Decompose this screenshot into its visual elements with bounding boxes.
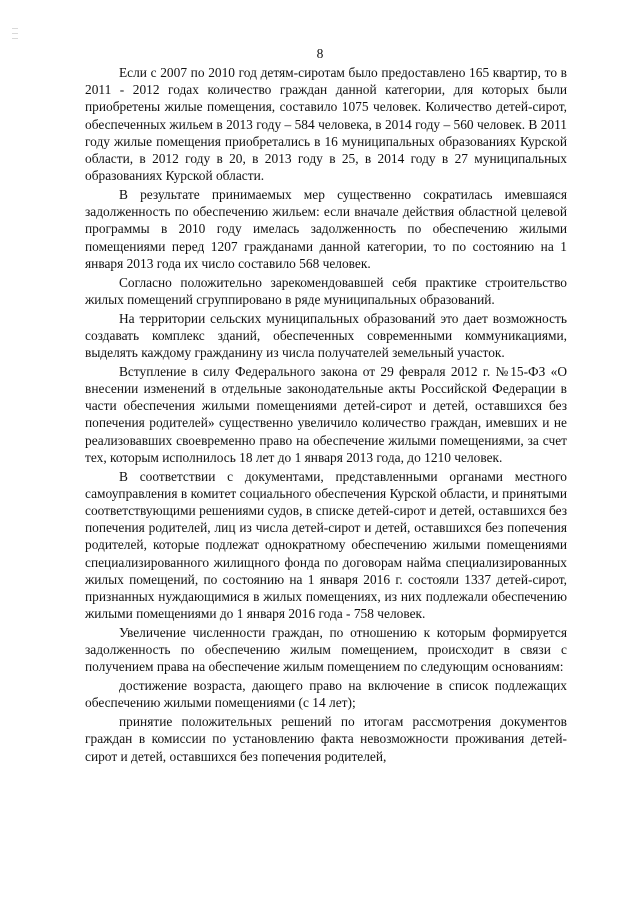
paragraph-6: В соответствии с документами, представленными органами местного самоуправления в комитет социального обеспечения Курской области, и принятыми соответствующими решениями судов, в списке детей-сирот и детей, оставшихся без попечения родителей, лиц из числа детей-сирот и детей, оставшихся без попечения родителей, которые подлежат однократному обеспечению жилыми помещениями специализированного жилищного фонда по договорам найма специализированных жилых помещений, по состоянию на 1 января 2016 г. состояли 1337 детей-сирот, признанных нуждающимися в жилых помещениях, из них подлежали обеспечению жилыми помещениями до 1 января 2016 года - 758 человек.	[85, 468, 567, 622]
margin-mark	[12, 28, 18, 29]
paragraph-9: принятие положительных решений по итогам рассмотрения документов граждан в комиссии по установлению факта невозможности проживания детей-сирот и детей, оставшихся без попечения родителей,	[85, 714, 567, 764]
paragraph-4: На территории сельских муниципальных образований это дает возможность создавать комплекс зданий, обеспеченных современными коммуникациями, выделять каждому гражданину из числа получателей земельный участок.	[85, 310, 567, 361]
page-number: 8	[316, 46, 324, 61]
body-text	[85, 64, 567, 766]
paragraph-8: достижение возраста, дающего право на включение в список подлежащих обеспечению жилыми помещениями (с 14 лет);	[85, 678, 567, 711]
margin-mark	[12, 33, 18, 34]
paragraph-1: Если с 2007 по 2010 год детям-сиротам было предоставлено 165 квартир, то в 2011 - 2012 годах количество граждан данной категории, для которых были приобретены жилые помещения, составило 1075 человек. Количество детей-сирот, обеспеченных жильем в 2013 году – 584 человека, в 2014 году – 560 человек. В 2011 году жилые помещения приобретались в 16 муниципальных образованиях Курской области, в 2012 году в 20, в 2013 году в 25, в 2014 году в 27 муниципальных образованиях Курской области.	[85, 65, 567, 184]
paragraph-7: Увеличение численности граждан, по отношению к которым формируется задолженность по обеспечению жилым помещением, происходит в связи с получением права на обеспечение жилым помещением по следующим основаниям:	[85, 625, 567, 675]
margin-mark	[12, 38, 18, 39]
paragraph-2: В результате принимаемых мер существенно сократилась имевшаяся задолженность по обеспечению жильем: если вначале действия областной целевой программы в 2010 году имелась задолженность по обеспечению жилыми помещениями перед 1207 гражданами данной категории, то по состоянию на 1 января 2013 года их число составило 568 человек.	[85, 187, 567, 271]
paragraph-5: Вступление в силу Федерального закона от 29 февраля 2012 г. №15-ФЗ «О внесении изменений в отдельные законодательные акты Российской Федерации в части обеспечения жилыми помещениями детей-сирот и детей, оставшихся без попечения родителей» существенно увеличило количество граждан, имевших и не реализовавших своевременно право на обеспечение жилыми помещениями, за счет тех, которым исполнилось 18 лет до 1 января 2013 года, до 1210 человек.	[85, 363, 567, 465]
paragraph-3: Согласно положительно зарекомендовавшей себя практике строительство жилых помещений сгруппировано в ряде муниципальных образований.	[85, 274, 567, 307]
